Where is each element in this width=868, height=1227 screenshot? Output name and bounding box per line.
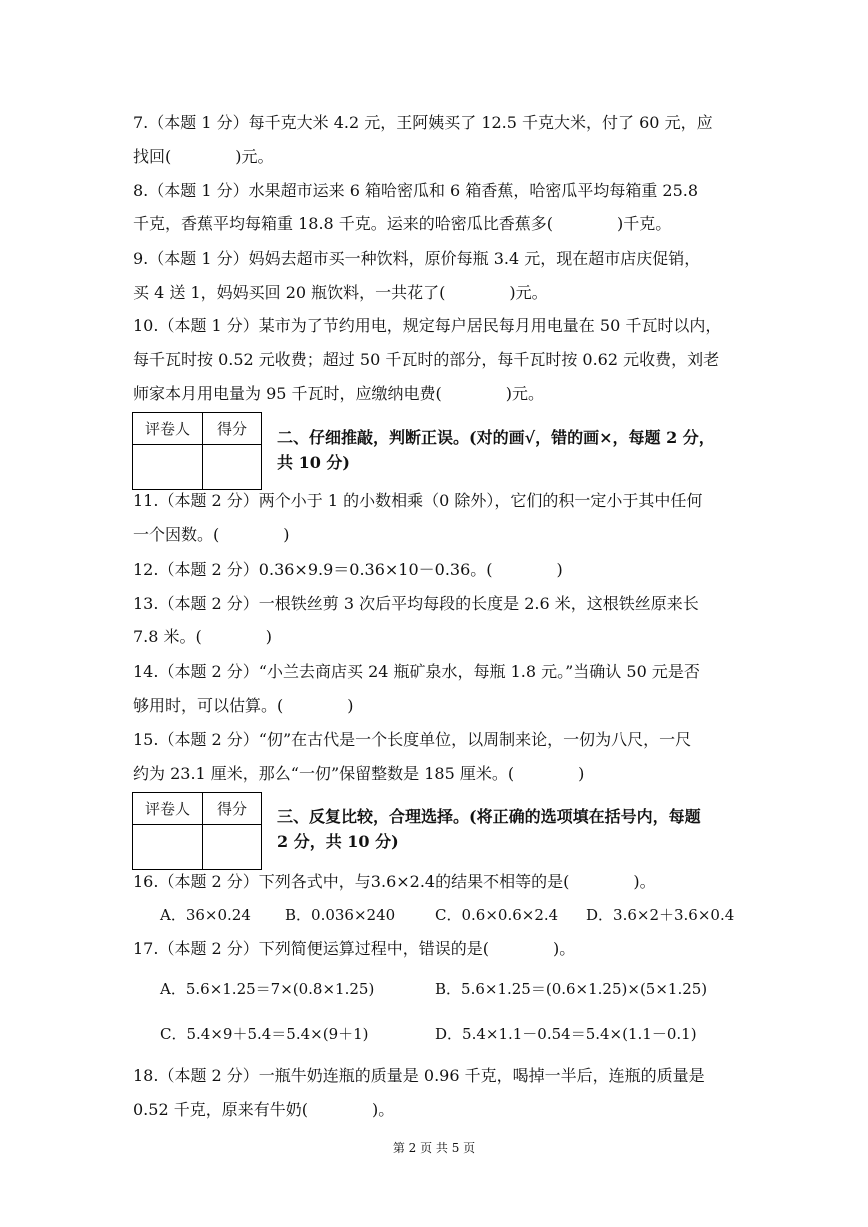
grader-cell <box>133 825 203 869</box>
q13-line1: 13.（本题 2 分）一根铁丝剪 3 次后平均每段的长度是 2.6 米，这根铁丝原来长 <box>133 594 699 613</box>
q10-line3: 师家本月用电量为 95 千瓦时，应缴纳电费( )元。 <box>133 384 545 403</box>
q18-line1: 18.（本题 2 分）一瓶牛奶连瓶的质量是 0.96 千克，喝掉一半后，连瓶的质量是 <box>133 1066 705 1085</box>
grader-label: 评卷人 <box>133 793 203 825</box>
section2-title-line1: 二、仔细推敲，判断正误。(对的画√，错的画×，每题 2 分， <box>277 428 715 447</box>
q7-line1: 7.（本题 1 分）每千克大米 4.2 元，王阿姨买了 12.5 千克大米，付了 60 元，应 <box>133 113 713 132</box>
q11-line2: 一个因数。( ) <box>133 525 290 544</box>
score-cell <box>203 445 261 489</box>
q14-line1: 14.（本题 2 分）“小兰去商店买 24 瓶矿泉水，每瓶 1.8 元。”当确认 50 元是否 <box>133 662 700 681</box>
q17-option-c: C．5.4×9＋5.4＝5.4×(9＋1) <box>160 1025 369 1043</box>
q8-line2: 千克，香蕉平均每箱重 18.8 千克。运来的哈密瓜比香蕉多( )千克。 <box>133 214 672 233</box>
q12-line: 12.（本题 2 分）0.36×9.9＝0.36×10－0.36。( ) <box>133 560 563 579</box>
q18-line2: 0.52 千克，原来有牛奶( )。 <box>133 1100 395 1119</box>
section3-title-line2: 2 分，共 10 分) <box>277 832 399 851</box>
q13-line2: 7.8 米。( ) <box>133 627 273 646</box>
q15-line1: 15.（本题 2 分）“仞”在古代是一个长度单位，以周制来论，一仞为八尺，一尺 <box>133 730 692 749</box>
score-cell <box>203 825 261 869</box>
q16-option-a: A．36×0.24 <box>160 906 251 924</box>
section3-title-line1: 三、反复比较，合理选择。(将正确的选项填在括号内，每题 <box>277 807 701 826</box>
grader-label: 评卷人 <box>133 413 203 445</box>
section2-title-line2: 共 10 分) <box>277 453 350 472</box>
q15-line2: 约为 23.1 厘米，那么“一仞”保留整数是 185 厘米。( ) <box>133 764 585 783</box>
q16-option-d: D．3.6×2＋3.6×0.4 <box>586 906 735 924</box>
q17-option-d: D．5.4×1.1－0.54＝5.4×(1.1－0.1) <box>435 1025 697 1043</box>
q9-line1: 9.（本题 1 分）妈妈去超市买一种饮料，原价每瓶 3.4 元，现在超市店庆促销， <box>133 249 701 268</box>
q10-line1: 10.（本题 1 分）某市为了节约用电，规定每户居民每月用电量在 50 千瓦时以内， <box>133 316 722 335</box>
score-label: 得分 <box>203 413 261 445</box>
q17-option-a: A．5.6×1.25＝7×(0.8×1.25) <box>160 980 375 998</box>
q17-stem: 17.（本题 2 分）下列简便运算过程中，错误的是( )。 <box>133 939 576 958</box>
score-box-section3 <box>132 792 262 870</box>
q16-option-c: C．0.6×0.6×2.4 <box>435 906 559 924</box>
score-box-section2 <box>132 412 262 490</box>
score-label: 得分 <box>203 793 261 825</box>
q16-stem: 16.（本题 2 分）下列各式中，与3.6×2.4的结果不相等的是( )。 <box>133 872 656 891</box>
q14-line2: 够用时，可以估算。( ) <box>133 696 354 715</box>
q11-line1: 11.（本题 2 分）两个小于 1 的小数相乘（0 除外），它们的积一定小于其中任何 <box>133 491 703 510</box>
q9-line2: 买 4 送 1，妈妈买回 20 瓶饮料，一共花了( )元。 <box>133 283 548 302</box>
q16-option-b: B．0.036×240 <box>285 906 396 924</box>
grader-cell <box>133 445 203 489</box>
q10-line2: 每千瓦时按 0.52 元收费；超过 50 千瓦时的部分，每千瓦时按 0.62 元收费，刘老 <box>133 350 720 369</box>
q7-line2: 找回( )元。 <box>133 147 274 166</box>
q17-option-b: B．5.6×1.25＝(0.6×1.25)×(5×1.25) <box>435 980 708 998</box>
page-footer: 第 2 页 共 5 页 <box>392 1141 476 1155</box>
q8-line1: 8.（本题 1 分）水果超市运来 6 箱哈密瓜和 6 箱香蕉，哈密瓜平均每箱重 25.8 <box>133 181 699 200</box>
